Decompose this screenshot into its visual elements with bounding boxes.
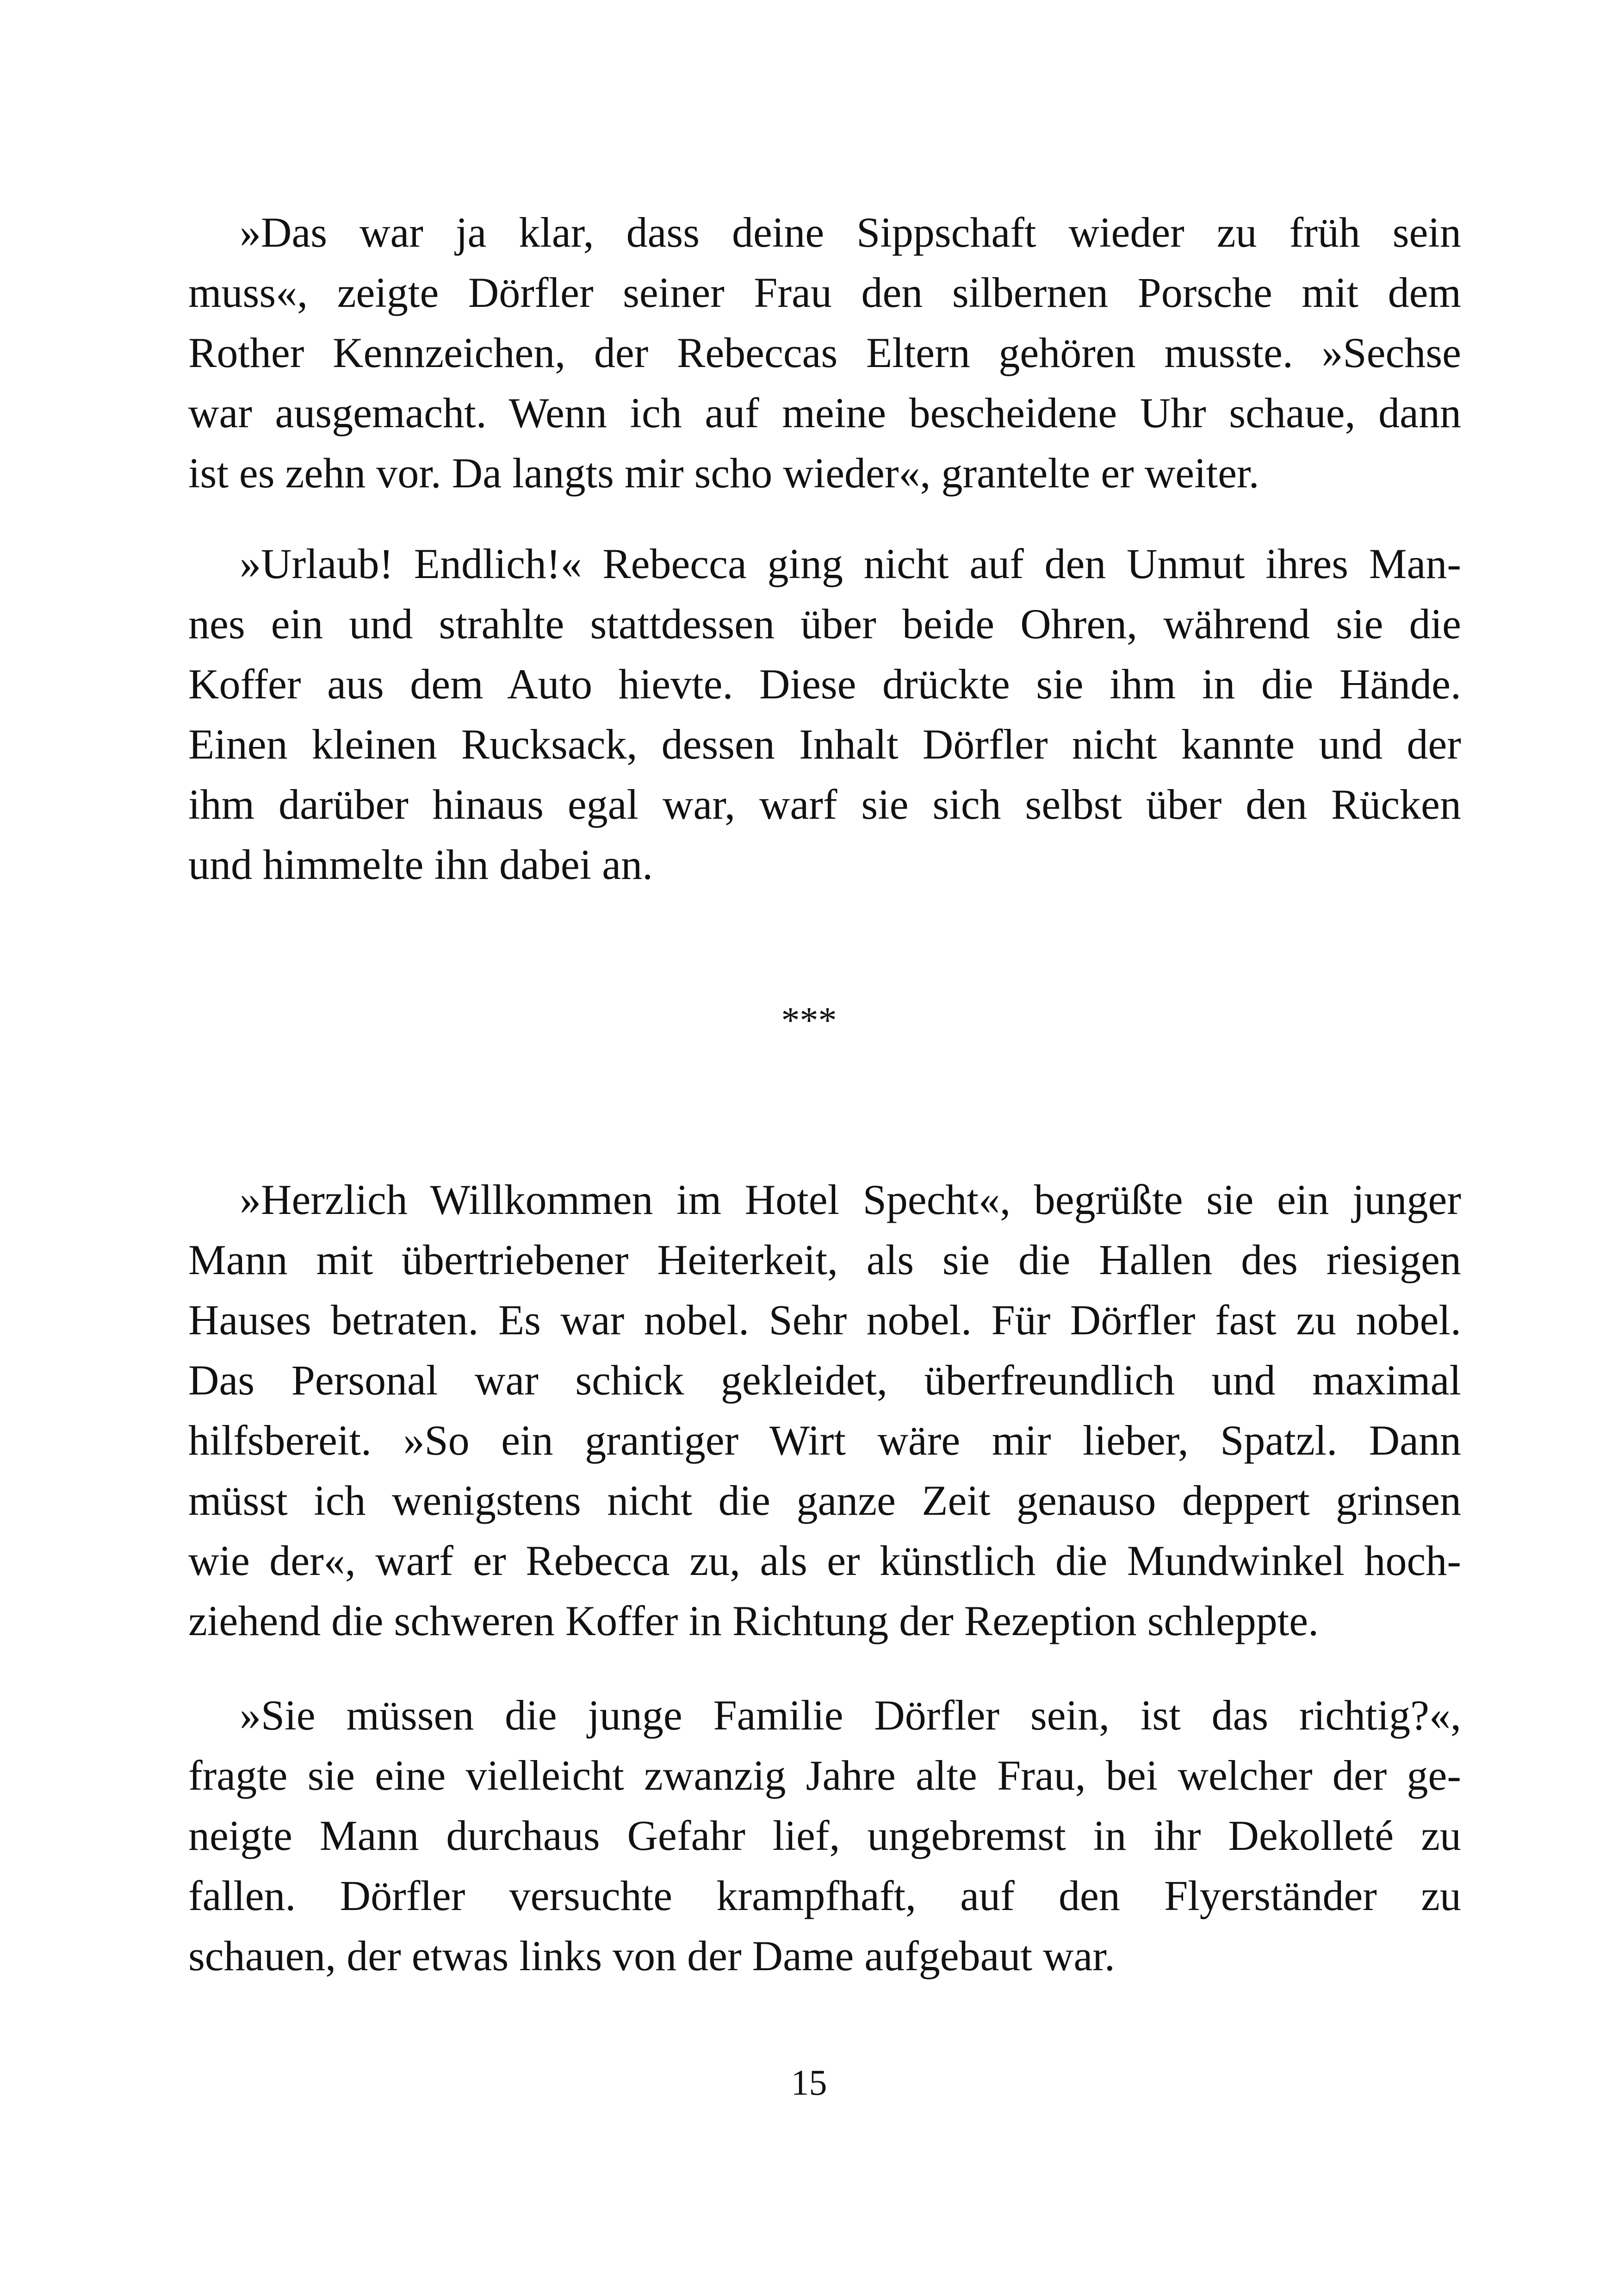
text-line: neigte Mann durchaus Gefahr lief, ungebremst in ihr Dekolleté zu (188, 1812, 1461, 1859)
text-line: ihm darüber hinaus egal war, warf sie sich selbst über den Rücken (188, 781, 1461, 828)
text-line: »Herzlich Willkommen im Hotel Specht«, begrüßte sie ein junger (240, 1176, 1461, 1223)
text-line: ziehend die schweren Koffer in Richtung der Rezeption schleppte. (188, 1597, 1319, 1644)
text-line: »Urlaub! Endlich!« Rebecca ging nicht auf den Unmut ihres Man- (240, 540, 1461, 587)
text-line: Das Personal war schick gekleidet, überfreundlich und maximal (188, 1356, 1461, 1404)
text-line: ist es zehn vor. Da langts mir scho wieder«, grantelte er weiter. (188, 449, 1259, 497)
text-line: und himmelte ihn dabei an. (188, 841, 653, 888)
text-line: Rother Kennzeichen, der Rebeccas Eltern gehören musste. »Sechse (188, 329, 1461, 376)
section-separator: *** (781, 1000, 837, 1041)
page-number: 15 (791, 2062, 827, 2103)
text-line: Einen kleinen Rucksack, dessen Inhalt Dörfler nicht kannte und der (188, 721, 1461, 768)
text-line: muss«, zeigte Dörfler seiner Frau den silbernen Porsche mit dem (188, 269, 1461, 316)
paragraph-4 (188, 1685, 1461, 1986)
text-line: wie der«, warf er Rebecca zu, als er künstlich die Mundwinkel hoch- (188, 1537, 1461, 1584)
text-line: fallen. Dörfler versuchte krampfhaft, auf den Flyerständer zu (188, 1872, 1461, 1919)
text-line: müsst ich wenigstens nicht die ganze Zeit genauso deppert grinsen (188, 1477, 1461, 1524)
text-line: nes ein und strahlte stattdessen über beide Ohren, während sie die (188, 600, 1461, 647)
text-line: Hauses betraten. Es war nobel. Sehr nobel. Für Dörfler fast zu nobel. (188, 1296, 1461, 1344)
paragraph-1 (188, 202, 1461, 503)
text-line: schauen, der etwas links von der Dame aufgebaut war. (188, 1932, 1115, 1979)
paragraph-2 (188, 534, 1461, 895)
text-line: »Das war ja klar, dass deine Sippschaft wieder zu früh sein (240, 209, 1461, 256)
text-line: hilfsbereit. »So ein grantiger Wirt wäre mir lieber, Spatzl. Dann (188, 1417, 1461, 1464)
text-line: war ausgemacht. Wenn ich auf meine bescheidene Uhr schaue, dann (188, 389, 1461, 436)
text-line: »Sie müssen die junge Familie Dörfler sein, ist das richtig?«, (240, 1692, 1461, 1739)
text-line: Mann mit übertriebener Heiterkeit, als sie die Hallen des riesigen (188, 1236, 1461, 1283)
text-line: Koffer aus dem Auto hievte. Diese drückte sie ihm in die Hände. (188, 660, 1461, 708)
text-line: fragte sie eine vielleicht zwanzig Jahre alte Frau, bei welcher der ge- (188, 1752, 1461, 1799)
paragraph-3 (188, 1170, 1461, 1651)
